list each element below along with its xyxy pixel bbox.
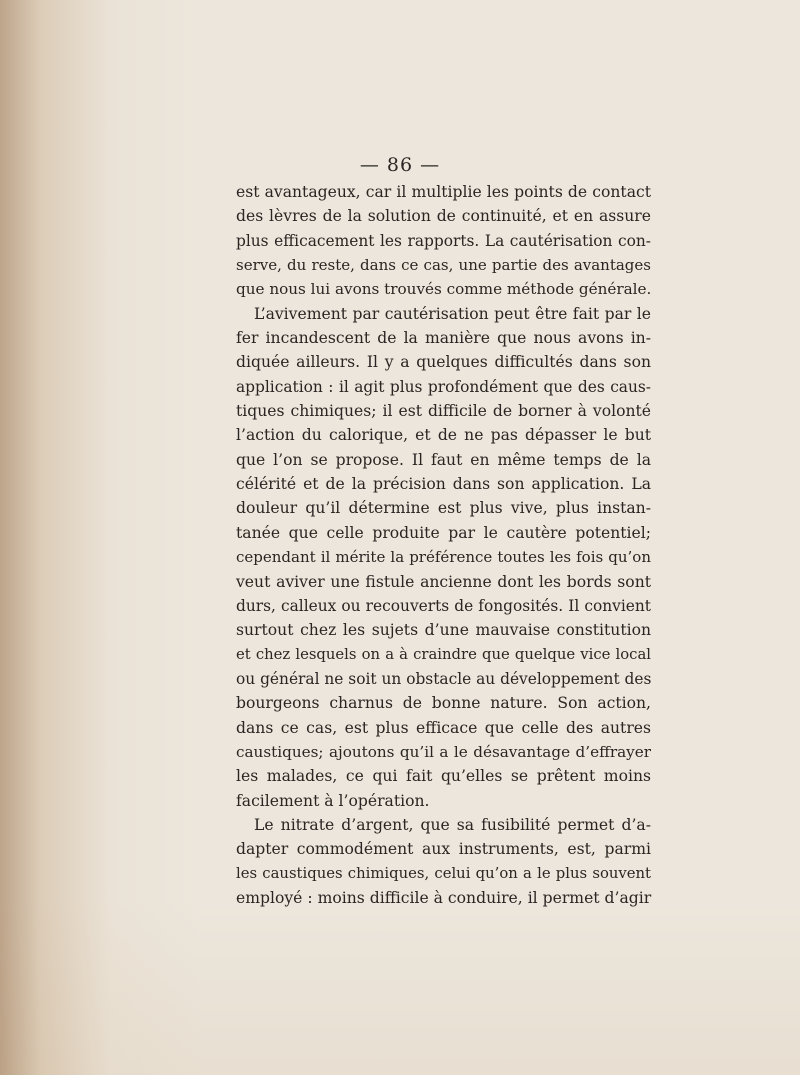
text-line: employé : moins difficile à conduire, il permet d’agir: [236, 888, 652, 907]
text-line: douleur qu’il détermine est plus vive, plus instan-: [236, 499, 651, 518]
text-line: application : il agit plus profondément que des caus-: [236, 377, 651, 396]
text-line: les caustiques chimiques, celui qu’on a le plus souvent: [236, 864, 651, 882]
text-line: bourgeons charnus de bonne nature. Son action,: [236, 694, 651, 713]
text-line: ou général ne soit un obstacle au développement des: [236, 669, 652, 688]
text-line: diquée ailleurs. Il y a quelques difficultés dans son: [236, 353, 651, 372]
text-line: facilement à l’opération.: [236, 791, 430, 810]
text-line: fer incandescent de la manière que nous avons in-: [236, 329, 651, 348]
text-line: que l’on se propose. Il faut en même temps de la: [236, 450, 651, 469]
text-line: veut aviver une fistule ancienne dont les bords sont: [236, 572, 651, 591]
text-line: dapter commodément aux instruments, est, parmi: [236, 840, 651, 859]
text-line: est avantageux, car il multiplie les points de contact: [236, 183, 651, 201]
text-line: plus efficacement les rapports. La cautérisation con-: [236, 231, 651, 250]
text-line: dans ce cas, est plus efficace que celle des autres: [236, 718, 651, 737]
text-line: tiques chimiques; il est difficile de borner à volonté: [236, 402, 651, 421]
text-line: caustiques; ajoutons qu’il a le désavantage d’effrayer: [236, 742, 651, 761]
text-line: des lèvres de la solution de continuité, et en assure: [236, 207, 651, 226]
text-line: Le nitrate d’argent, que sa fusibilité permet d’a-: [254, 815, 651, 834]
text-line: durs, calleux ou recouverts de fongosités. Il convient: [236, 596, 651, 615]
text-line: que nous lui avons trouvés comme méthode générale.: [236, 280, 652, 299]
text-line: célérité et de la précision dans son application. La: [236, 475, 651, 494]
text-line: L’avivement par cautérisation peut être fait par le: [254, 304, 651, 323]
text-line: l’action du calorique, et de ne pas dépasser le but: [236, 426, 651, 445]
text-line: cependant il mérite la préférence toutes les fois qu’on: [236, 548, 651, 567]
text-line: surtout chez les sujets d’une mauvaise constitution: [236, 621, 651, 640]
text-line: serve, du reste, dans ce cas, une partie des avantages: [236, 256, 651, 275]
text-line: tanée que celle produite par le cautère potentiel;: [236, 523, 651, 542]
text-line: les malades, ce qui fait qu’elles se prêtent moins: [236, 767, 651, 786]
page-number: — 86 —: [359, 154, 441, 176]
body-text: [236, 180, 651, 910]
text-line: et chez lesquels on a à craindre que quelque vice local: [236, 645, 651, 663]
